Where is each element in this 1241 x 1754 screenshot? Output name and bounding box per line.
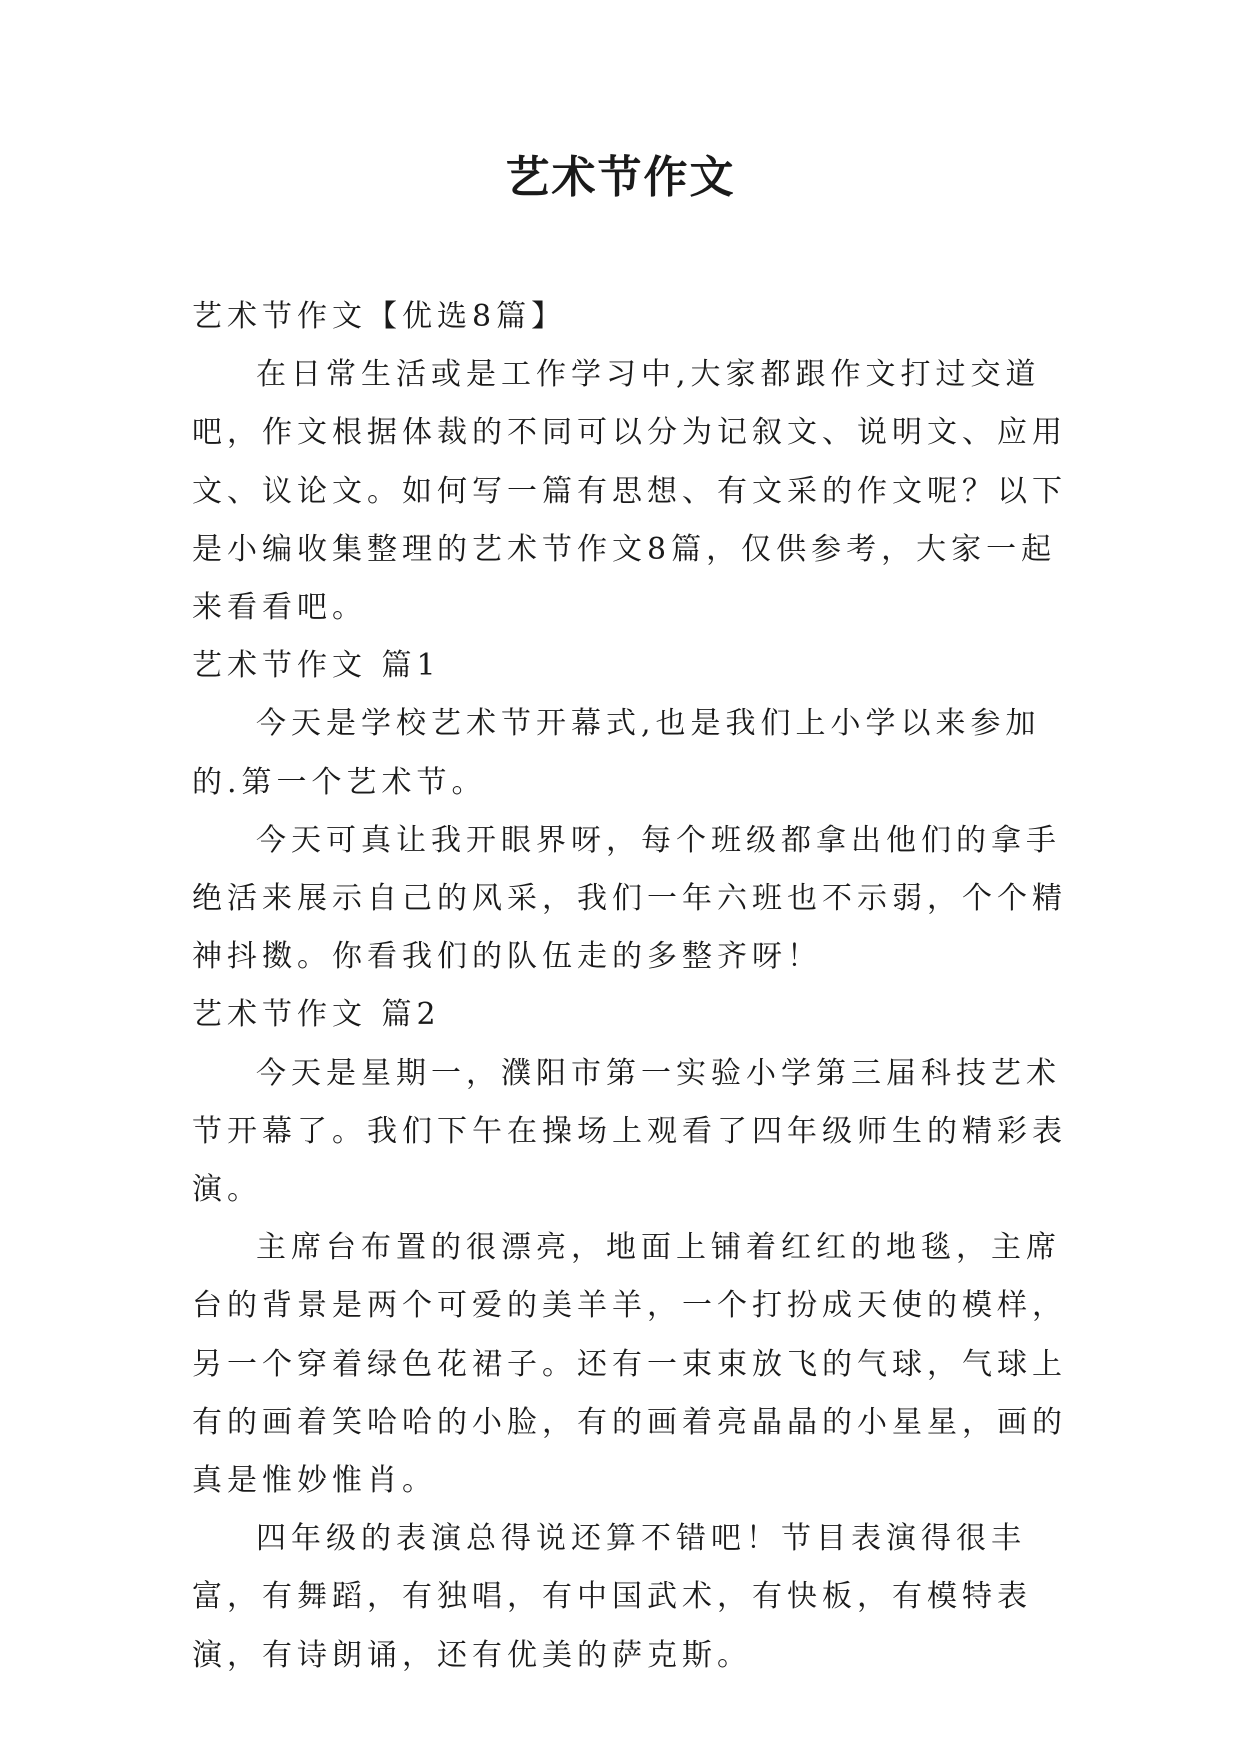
- paragraph: 主席台布置的很漂亮，地面上铺着红红的地毯，主席台的背景是两个可爱的美羊羊，一个打扮成天使的模样，另一个穿着绿色花裙子。还有一束束放飞的气球，气球上有的画着笑哈哈的小脸，有的画着亮晶晶的小星星，画的真是惟妙惟肖。: [192, 1230, 1067, 1499]
- section-heading: 艺术节作文 篇2: [192, 997, 441, 1033]
- paragraph: 在日常生活或是工作学习中,大家都跟作文打过交道吧，作文根据体裁的不同可以分为记叙文、说明文、应用文、议论文。如何写一篇有思想、有文采的作文呢？以下是小编收集整理的艺术节作文8篇，仅供参考，大家一起来看看吧。: [192, 357, 1067, 626]
- document-title: 艺术节作文: [505, 152, 736, 203]
- section-heading: 艺术节作文【优选8篇】: [192, 299, 567, 334]
- paragraph: 四年级的表演总得说还算不错吧！节目表演得很丰富，有舞蹈，有独唱，有中国武术，有快板，有模特表演，有诗朗诵，还有优美的萨克斯。: [192, 1521, 1032, 1673]
- paragraph: 今天是学校艺术节开幕式,也是我们上小学以来参加的.第一个艺术节。: [192, 706, 1041, 800]
- paragraph: 今天可真让我开眼界呀，每个班级都拿出他们的拿手绝活来展示自己的风采，我们一年六班也不示弱，个个精神抖擞。你看我们的队伍走的多整齐呀！: [192, 822, 1067, 975]
- paragraph: 今天是星期一，濮阳市第一实验小学第三届科技艺术节开幕了。我们下午在操场上观看了四年级师生的精彩表演。: [192, 1055, 1067, 1208]
- document-body: [192, 288, 1072, 1685]
- section-heading: 艺术节作文 篇1: [192, 648, 441, 684]
